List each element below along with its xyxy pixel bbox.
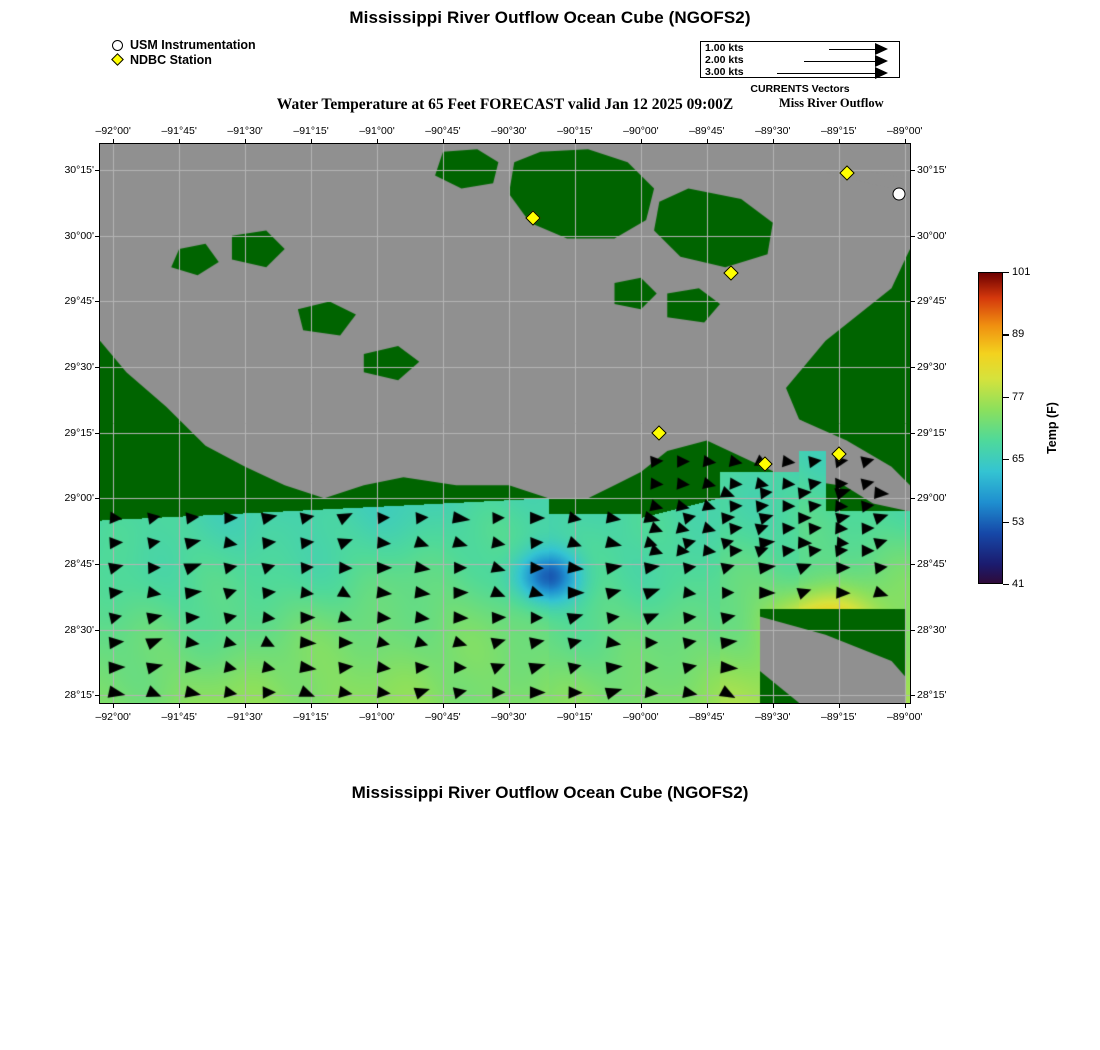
map-plot-area[interactable] <box>99 143 911 704</box>
legend-usm-instrumentation <box>112 38 256 52</box>
currents-vectors-caption: CURRENTS Vectors <box>750 83 850 95</box>
lat-tick-label: 28°15' <box>64 689 94 702</box>
lat-tick-label: 29°45' <box>917 295 947 308</box>
lon-tick-label: –91°00' <box>359 711 395 723</box>
lat-tick-mark <box>910 170 915 171</box>
lon-tick-mark <box>179 703 180 708</box>
miss-river-outflow-label: Miss River Outflow <box>779 96 884 110</box>
lon-tick-label: –91°45' <box>161 125 197 137</box>
lat-tick-mark <box>95 301 100 302</box>
lat-tick-mark <box>910 695 915 696</box>
lat-tick-mark <box>910 433 915 434</box>
vector-key-arrow-2 <box>875 55 888 67</box>
lat-tick-mark <box>910 498 915 499</box>
colorbar-tick-mark <box>1003 397 1009 398</box>
lat-tick-mark <box>95 367 100 368</box>
lat-tick-mark <box>910 630 915 631</box>
lat-tick-label: 29°30' <box>64 361 94 374</box>
lon-tick-label: –90°15' <box>557 711 593 723</box>
lon-tick-label: –89°15' <box>821 125 857 137</box>
lat-tick-label: 29°00' <box>917 492 947 505</box>
vector-key-row-3 <box>701 67 901 79</box>
lon-tick-mark <box>245 703 246 708</box>
map-raster <box>100 144 910 703</box>
lat-tick-mark <box>910 301 915 302</box>
lon-tick-mark <box>575 139 576 144</box>
vector-key-label-3: 3.00 kts <box>705 66 744 78</box>
legend-usm-label: USM Instrumentation <box>130 38 256 52</box>
colorbar-axis-title: Temp (F) <box>1045 402 1059 454</box>
lat-tick-label: 30°00' <box>64 229 94 242</box>
lon-tick-mark <box>905 703 906 708</box>
legend-ndbc-label: NDBC Station <box>130 53 212 67</box>
lon-tick-mark <box>641 703 642 708</box>
lon-tick-label: –91°45' <box>161 711 197 723</box>
lat-tick-label: 28°30' <box>64 623 94 636</box>
lon-tick-mark <box>773 703 774 708</box>
lon-tick-label: –91°15' <box>293 711 329 723</box>
lon-tick-label: –91°00' <box>359 125 395 137</box>
lon-tick-mark <box>377 703 378 708</box>
lon-tick-label: –92°00' <box>95 125 131 137</box>
colorbar-tick-label: 41 <box>1012 578 1025 590</box>
colorbar-tick-mark <box>1003 334 1009 335</box>
colorbar-tick-mark <box>1003 272 1009 273</box>
lon-tick-mark <box>707 139 708 144</box>
lon-tick-label: –89°00' <box>887 711 923 723</box>
lon-tick-mark <box>179 139 180 144</box>
lon-tick-label: –90°00' <box>623 711 659 723</box>
vector-key-arrow-3 <box>875 67 888 79</box>
lon-tick-label: –89°15' <box>821 711 857 723</box>
lon-tick-mark <box>839 703 840 708</box>
lat-tick-mark <box>95 630 100 631</box>
colorbar-tick-mark <box>1003 522 1009 523</box>
lon-tick-mark <box>311 703 312 708</box>
lon-tick-mark <box>641 139 642 144</box>
lon-tick-label: –90°30' <box>491 711 527 723</box>
lon-tick-mark <box>311 139 312 144</box>
circle-marker-icon <box>112 40 123 51</box>
lon-tick-label: –90°30' <box>491 125 527 137</box>
lat-tick-label: 29°15' <box>917 426 947 439</box>
lat-tick-label: 30°00' <box>917 229 947 242</box>
colorbar-tick-mark <box>1003 459 1009 460</box>
colorbar-tick-label: 65 <box>1012 453 1025 466</box>
lon-tick-label: –89°45' <box>689 711 725 723</box>
colorbar-tick-label: 53 <box>1012 515 1025 528</box>
lat-tick-label: 30°15' <box>64 164 94 177</box>
lat-tick-label: 28°15' <box>917 689 947 702</box>
lon-tick-mark <box>509 139 510 144</box>
lat-tick-label: 29°15' <box>64 426 94 439</box>
lon-tick-mark <box>113 703 114 708</box>
colorbar-tick-label: 101 <box>1012 266 1031 278</box>
colorbar-gradient <box>978 272 1003 584</box>
usm-instrument-1[interactable] <box>893 187 906 200</box>
lon-tick-mark <box>905 139 906 144</box>
lon-tick-mark <box>113 139 114 144</box>
lon-tick-label: –90°45' <box>425 711 461 723</box>
lon-tick-label: –90°15' <box>557 125 593 137</box>
lon-tick-mark <box>839 139 840 144</box>
vector-key-label-1: 1.00 kts <box>705 42 744 54</box>
vector-key-line-1 <box>829 49 875 50</box>
lat-tick-mark <box>95 695 100 696</box>
lon-tick-label: –91°15' <box>293 125 329 137</box>
lat-tick-label: 29°30' <box>917 361 947 374</box>
lon-tick-label: –90°00' <box>623 125 659 137</box>
currents-vector-key <box>700 41 900 78</box>
lat-tick-label: 28°30' <box>917 623 947 636</box>
lon-tick-mark <box>443 703 444 708</box>
lon-tick-label: –89°30' <box>755 125 791 137</box>
lon-tick-mark <box>575 703 576 708</box>
bottom-title: Mississippi River Outflow Ocean Cube (NGOFS2) <box>351 783 749 802</box>
lon-tick-mark <box>773 139 774 144</box>
lat-tick-mark <box>95 236 100 237</box>
lat-tick-label: 30°15' <box>917 164 947 177</box>
lon-tick-label: –91°30' <box>227 125 263 137</box>
lat-tick-label: 29°00' <box>64 492 94 505</box>
lat-tick-label: 28°45' <box>64 557 94 570</box>
lon-tick-label: –90°45' <box>425 125 461 137</box>
lat-tick-label: 28°45' <box>917 557 947 570</box>
lon-tick-label: –89°30' <box>755 711 791 723</box>
lat-tick-mark <box>95 170 100 171</box>
colorbar-tick-label: 89 <box>1012 328 1025 341</box>
lat-tick-mark <box>910 564 915 565</box>
lat-tick-mark <box>910 367 915 368</box>
lat-tick-mark <box>95 564 100 565</box>
lon-tick-label: –91°30' <box>227 711 263 723</box>
vector-key-arrow-1 <box>875 43 888 55</box>
lon-tick-mark <box>443 139 444 144</box>
colorbar-tick-label: 77 <box>1012 390 1025 403</box>
lon-tick-mark <box>707 703 708 708</box>
lat-tick-mark <box>95 498 100 499</box>
vector-key-line-2 <box>804 61 875 62</box>
lon-tick-label: –92°00' <box>95 711 131 723</box>
lon-tick-label: –89°45' <box>689 125 725 137</box>
forecast-subtitle: Water Temperature at 65 Feet FORECAST valid Jan 12 2025 09:00Z <box>276 96 734 113</box>
lon-tick-mark <box>377 139 378 144</box>
lon-tick-mark <box>509 703 510 708</box>
vector-key-label-2: 2.00 kts <box>705 54 744 66</box>
lon-tick-mark <box>245 139 246 144</box>
lat-tick-label: 29°45' <box>64 295 94 308</box>
lon-tick-label: –89°00' <box>887 125 923 137</box>
colorbar-tick-mark <box>1003 584 1009 585</box>
page-title: Mississippi River Outflow Ocean Cube (NGOFS2) <box>349 8 751 27</box>
legend-ndbc-station <box>112 53 212 67</box>
vector-key-line-3 <box>777 73 875 74</box>
lat-tick-mark <box>95 433 100 434</box>
diamond-marker-icon <box>111 53 124 66</box>
lat-tick-mark <box>910 236 915 237</box>
